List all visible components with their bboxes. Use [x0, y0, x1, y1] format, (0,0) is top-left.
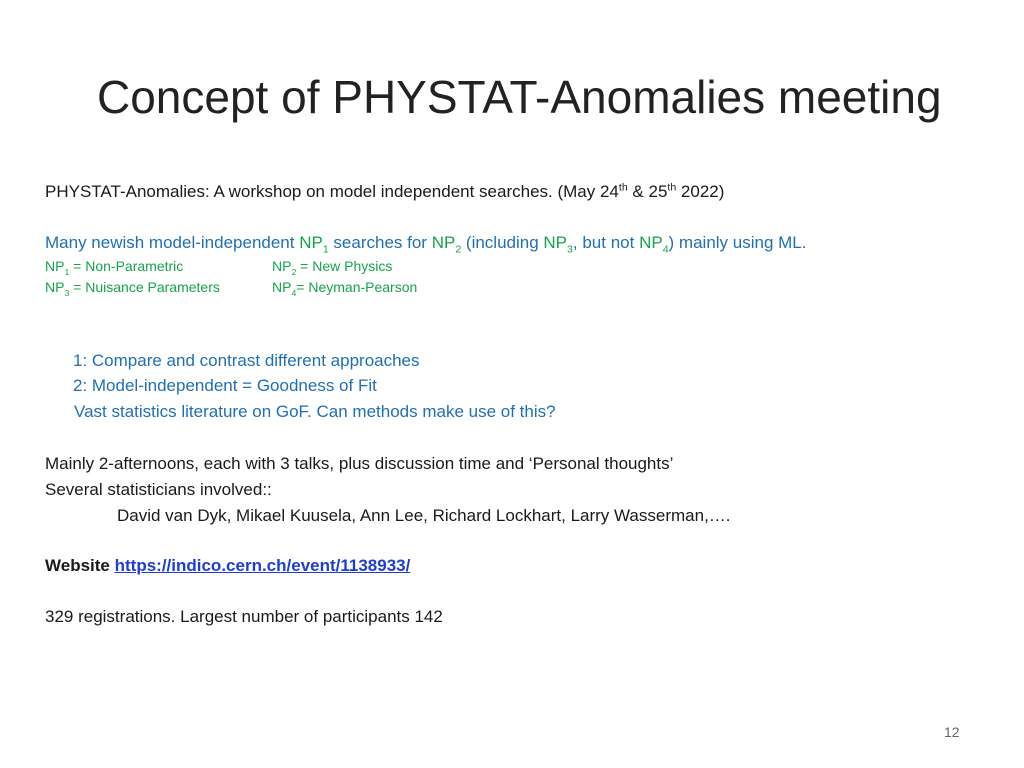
website-link[interactable]: https://indico.cern.ch/event/1138933/ [114, 556, 411, 575]
website-label: Website [45, 556, 110, 575]
page-number: 12 [944, 724, 960, 740]
format-line: Mainly 2-afternoons, each with 3 talks, plus discussion time and ‘Personal thoughts’ [45, 454, 674, 473]
intro-line: PHYSTAT-Anomalies: A workshop on model independent searches. (May 24th & 25th 2022) [45, 181, 725, 201]
point-1: 1: Compare and contrast different approaches [73, 351, 420, 370]
slide-title: Concept of PHYSTAT-Anomalies meeting [97, 71, 942, 123]
def-np4: $NP_4=$ Neyman-Pearson [272, 279, 418, 298]
def-np1: $NP_1$ = Non-Parametric [45, 258, 184, 277]
np-summary-line: Many newish model-independent $NP_1$ searches for $NP_2$ (including $NP_3$, but not $NP_4$) mainly using ML. [45, 233, 807, 256]
registrations-line: 329 registrations. Largest number of participants 142 [45, 607, 443, 626]
def-np3: $NP_3$ = Nuisance Parameters [45, 279, 220, 298]
point-2: 2: Model-independent = Goodness of Fit [73, 376, 377, 395]
website-line [45, 556, 410, 576]
statisticians-names: David van Dyk, Mikael Kuusela, Ann Lee, Richard Lockhart, Larry Wasserman,…. [117, 506, 731, 525]
def-np2: $NP_2$ = New Physics [272, 258, 393, 277]
point-3: Vast statistics literature on GoF. Can methods make use of this? [74, 402, 556, 421]
statisticians-label: Several statisticians involved:: [45, 480, 272, 499]
